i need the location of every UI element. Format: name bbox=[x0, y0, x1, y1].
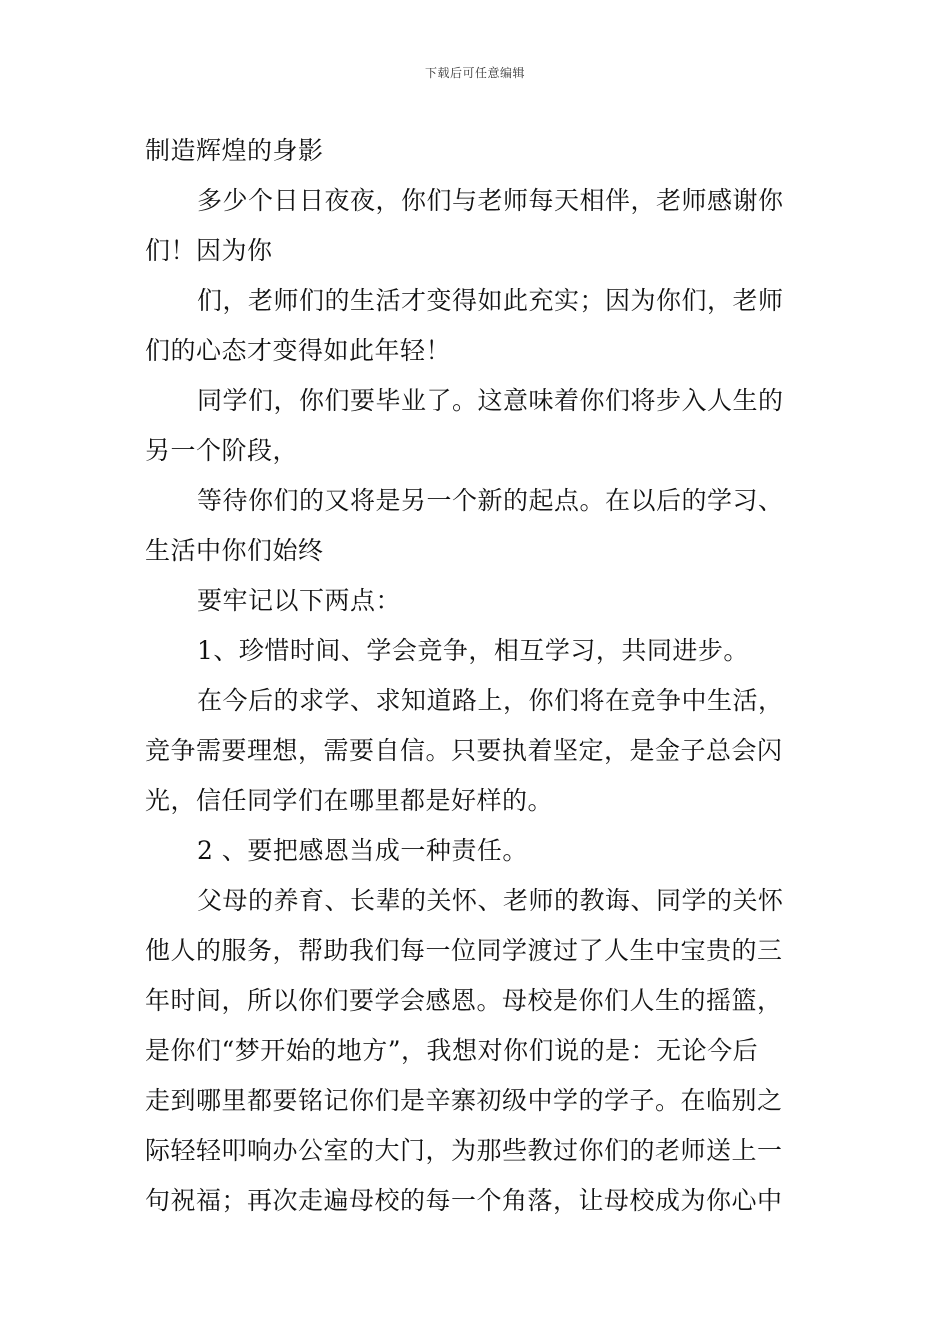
text-line: 在今后的求学、求知道路上，你们将在竞争中生活， bbox=[197, 686, 784, 715]
text-line: 生活中你们始终 bbox=[145, 536, 324, 565]
text-line: 制造辉煌的身影 bbox=[145, 136, 324, 165]
text-line: 他人的服务，帮助我们每一位同学渡过了人生中宝贵的三 bbox=[145, 936, 783, 965]
text-line: 们，老师们的生活才变得如此充实；因为你们，老师 bbox=[197, 286, 784, 315]
text-line: 际轻轻叩响办公室的大门，为那些教过你们的老师送上一 bbox=[145, 1136, 783, 1165]
text-line: 2 、要把感恩当成一种责任。 bbox=[197, 836, 528, 865]
text-line: 同学们，你们要毕业了。这意味着你们将步入人生的 bbox=[197, 386, 784, 415]
document-body bbox=[145, 126, 807, 1226]
text-line: 是你们“梦开始的地方”，我想对你们说的是：无论今后 bbox=[145, 1036, 759, 1065]
text-line: 竞争需要理想，需要自信。只要执着坚定，是金子总会闪 bbox=[145, 736, 783, 765]
text-line: 走到哪里都要铭记你们是辛寨初级中学的学子。在临别之 bbox=[145, 1086, 783, 1115]
text-line: 们！因为你 bbox=[145, 236, 273, 265]
text-line: 多少个日日夜夜，你们与老师每天相伴，老师感谢你 bbox=[197, 186, 784, 215]
text-line: 父母的养育、长辈的关怀、老师的教诲、同学的关怀 bbox=[197, 886, 784, 915]
page-header: 下载后可任意编辑 bbox=[424, 66, 525, 80]
text-line: 光，信任同学们在哪里都是好样的。 bbox=[145, 786, 554, 815]
text-line: 要牢记以下两点： bbox=[197, 586, 402, 615]
text-line: 等待你们的又将是另一个新的起点。在以后的学习、 bbox=[197, 486, 784, 515]
text-line: 句祝福；再次走遍母校的每一个角落，让母校成为你心中 bbox=[145, 1186, 783, 1215]
text-line: 们的心态才变得如此年轻！ bbox=[145, 336, 452, 365]
text-line: 年时间，所以你们要学会感恩。母校是你们人生的摇篮， bbox=[145, 986, 783, 1015]
text-line: 1、珍惜时间、学会竞争，相互学习，共同进步。 bbox=[197, 636, 749, 665]
text-line: 另一个阶段， bbox=[145, 436, 299, 465]
